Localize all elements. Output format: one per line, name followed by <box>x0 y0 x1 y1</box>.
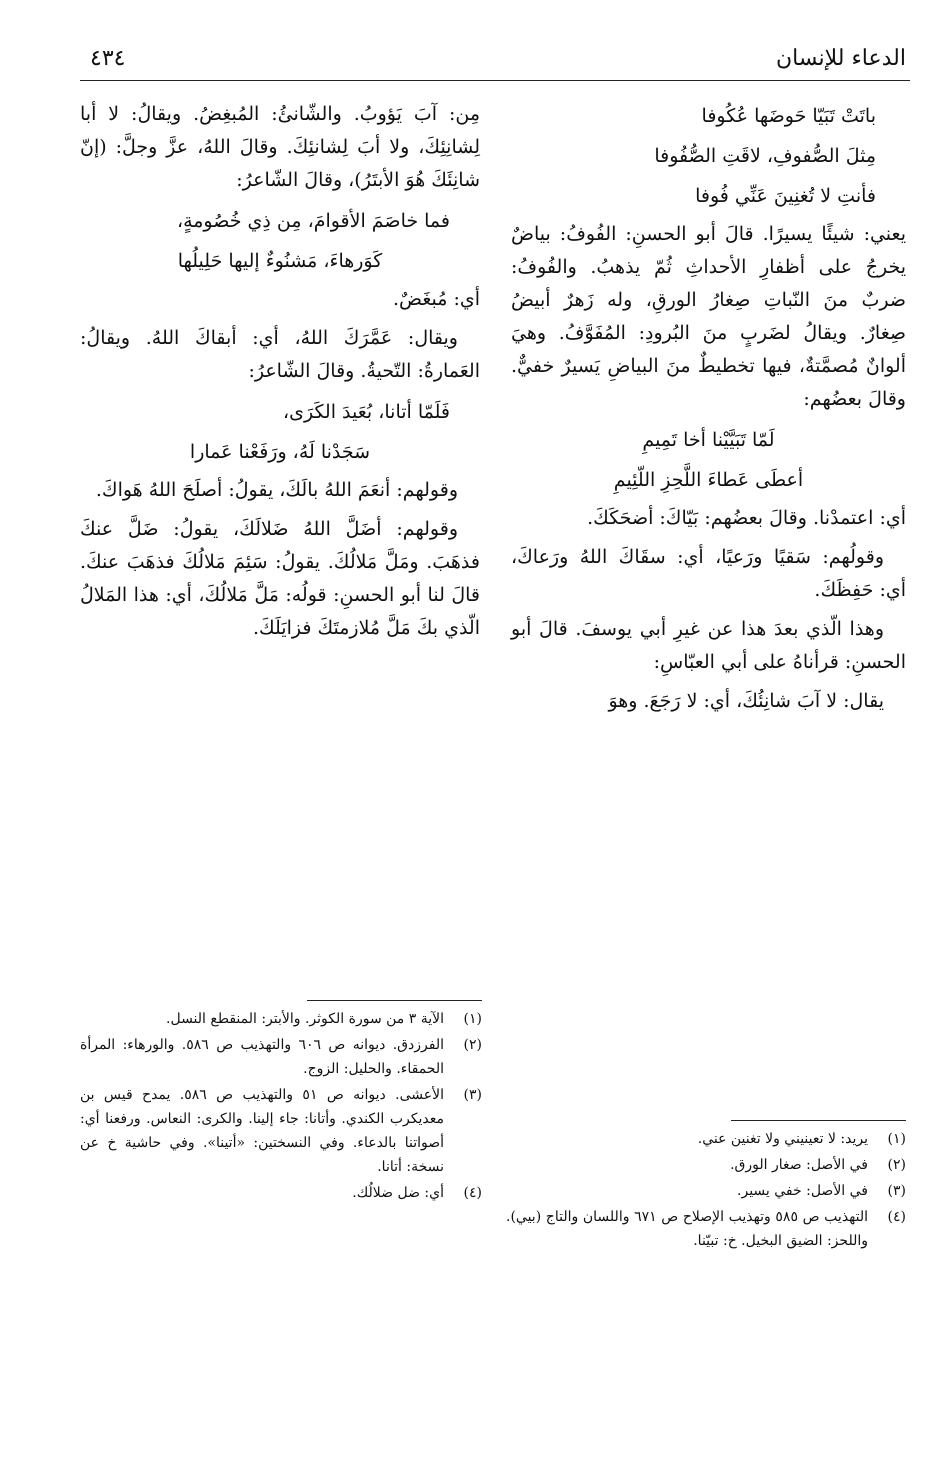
book-page <box>80 40 910 1440</box>
footnote-number: (٢) <box>463 1037 482 1053</box>
paragraph: مِن: آبَ يَؤوبُ. والشّانئُ: المُبغِضُ. ويقالُ: لا أبا لِشانِئِكَ، ولا أبَ لِشانئِكَ. وقالَ اللهُ، عزَّ وجلَّ: (إنّ شانِئَكَ هُوَ الأبتَرُ)، وقالَ الشّاعرُ: <box>80 103 480 191</box>
verse-line: لَمّا تَبَيَّيْنا أخا تَمِيمِ <box>642 429 775 451</box>
footnote-number: (٤) <box>887 1209 906 1225</box>
footnote <box>80 1181 482 1205</box>
verse-line: فأنتِ لا تُغنِينَ عَنِّي فُوفا <box>695 185 876 207</box>
paragraph: وهذا الّذي بعدَ هذا عن غيرِ أبي يوسفَ. قالَ أبو الحسنِ: قرأناهُ على أبي العبّاسِ: <box>511 618 906 673</box>
footnote <box>80 1007 482 1031</box>
footnote-rule <box>731 1120 906 1121</box>
footnote-number: (٣) <box>463 1087 482 1103</box>
header-rule <box>80 80 910 81</box>
footnote-text: الفرزدق. ديوانه ص ٦٠٦ والتهذيب ص ٥٨٦. والورهاء: المرأة الحمقاء. والحليل: الزوج. <box>80 1037 445 1077</box>
footnote <box>506 1179 906 1203</box>
footnote-text: التهذيب ص ٥٨٥ وتهذيب الإصلاح ص ٦٧١ واللسان والتاج (بيي). واللحز: الضيق البخيل. خ: تبيّنا. <box>506 1209 868 1249</box>
footnote <box>80 1033 482 1081</box>
footnote-rule <box>307 1000 482 1001</box>
verse-line: باتَتْ تَبَيّا حَوضَها عُكُوفا <box>701 105 876 127</box>
paragraph: يعني: شيئًا يسيرًا. قالَ أبو الحسنِ: الفُوفُ: بياضٌ يخرجُ على أظفارِ الأحداثِ ثُمّ يذهبُ. والفُوفُ: ضربٌ منَ النّباتِ صِغارُ الورقِ، وله زَهرٌ أبيضُ صِغارٌ. ويقالُ لضَربٍ منَ البُرودِ: المُفَوَّفُ. وهيَ ألوانٌ مُصمَّتةٌ، فيها تخطيطٌ منَ البياضِ يَسيرٌ خفيٌّ. وقالَ بعضُهم: <box>511 223 906 410</box>
footnote <box>80 1083 482 1179</box>
footnote <box>506 1205 906 1253</box>
footnote-text: الأعشى. ديوانه ص ٥١ والتهذيب ص ٥٨٦. يمدح قيس بن معديكرب الكندي. وأتانا: جاء إلينا. والكرى: النعاس. ورفعنا أي: أصواتنا بالدعاء. وفي النسختين: «أتينا». وفي حاشية خ عن نسخة: أتانا. <box>80 1087 444 1175</box>
footnote-text: أي: ضل ضلالُك. <box>352 1185 444 1201</box>
left-column <box>80 98 480 651</box>
footnotes-right <box>506 1120 906 1255</box>
footnote-text: في الأصل: صغار الورق. <box>730 1157 868 1173</box>
paragraph: أي: اعتمدْنا. وقالَ بعضُهم: بَيّاكَ: أضحَكَكَ. <box>587 507 906 529</box>
paragraph: وقولهم: أضَلَّ اللهُ ضَلالَكَ، يقولُ: ضَلَّ عنكَ فذهَبَ. ومَلَّ مَلالُكَ. يقولُ: سَئِمَ مَلالُكَ فذهَبَ عنكَ. قالَ لنا أبو الحسنِ: قولُه: مَلَّ مَلالُكَ، أي: هذا المَلالُ الّذي بكَ مَلَّ مُلازمتَكَ فزايَلَكَ. <box>80 518 480 639</box>
paragraph: وقولهم: أنعَمَ اللهُ بالَكَ، يقولُ: أصلَحَ اللهُ هَواكَ. <box>95 479 458 501</box>
page-header <box>80 40 910 80</box>
verse-line: فَلَمّا أتانا، بُعَيدَ الكَرَى، <box>282 401 450 423</box>
paragraph: ويقال: عَمَّرَكَ اللهُ، أي: أبقاكَ اللهُ. ويقالُ: العَمارةُ: التّحيةُ. وقالَ الشّاعرُ: <box>80 327 480 382</box>
verse-line: كَوَرهاءَ، مَشنُوءٌ إليها حَلِيلُها <box>177 250 383 272</box>
footnote-text: يريد: لا تعينيني ولا تغنين عني. <box>697 1131 868 1147</box>
verse-line: فما خاصَمَ الأقوامَ، مِن ذِي خُصُومةٍ، <box>176 210 450 232</box>
footnote <box>506 1153 906 1177</box>
verse-line: أعطَى عَطاءَ اللَّحِزِ اللّئِيمِ <box>613 469 804 491</box>
paragraph: يقال: لا آبَ شانِئُكَ، أي: لا رَجَعَ. وهوَ <box>608 690 884 712</box>
footnotes-left <box>80 1000 482 1207</box>
verse-line: سَجَدْنا لَهُ، ورَفَعْنا عَمارا <box>189 441 371 463</box>
footnote <box>506 1127 906 1151</box>
verse-line: مِثلَ الصُّفوفِ، لاقَتِ الصُّفُوفا <box>654 145 876 167</box>
footnote-number: (١) <box>887 1131 906 1147</box>
footnote-text: في الأصل: خفي يسير. <box>737 1183 868 1199</box>
footnote-number: (٢) <box>887 1157 906 1173</box>
footnote-number: (١) <box>463 1011 482 1027</box>
paragraph: وقولُهم: سَقيًا ورَعيًا، أي: سقَاكَ اللهُ ورَعاكَ، أي: حَفِظَكَ. <box>511 546 906 601</box>
running-title: الدعاء للإنسان <box>776 46 906 71</box>
right-column <box>511 98 906 724</box>
page-number: ٤٣٤ <box>90 46 126 71</box>
footnote-number: (٤) <box>463 1185 482 1201</box>
footnote-number: (٣) <box>887 1183 906 1199</box>
footnote-text: الآية ٣ من سورة الكوثر. والأبتر: المنقطع النسل. <box>166 1011 444 1027</box>
paragraph: أي: مُبغَضٌ. <box>393 288 480 310</box>
